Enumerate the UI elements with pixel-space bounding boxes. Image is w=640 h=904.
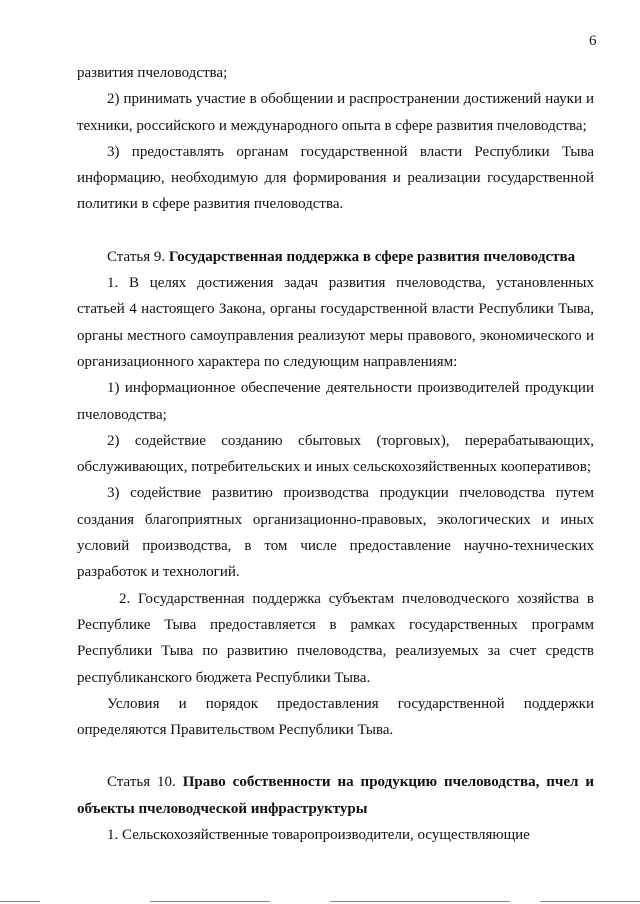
article-9-title: Государственная поддержка в сфере развития пчеловодства (168, 248, 576, 265)
scan-edge-artifact (0, 899, 640, 902)
article-9-item-1: 1) информационное обеспечение деятельности производителей продукции пчеловодства; (77, 380, 594, 423)
article-10-title: Право собственности на продукцию пчеловодства, пчел и объекты пчеловодческой инфраструктуры (77, 774, 595, 817)
article-9-clause-1: 1. В целях достижения задач развития пчеловодства, установленных статьей 4 настоящего Закона, органы государственной власти Республики Тыва, органы местного самоуправления реализуют меры правового, экономического и организационного характера по следующим направлениям: (77, 275, 594, 370)
section-gap (77, 218, 594, 244)
document-body (77, 60, 594, 848)
article-10-prefix: Статья 10. (107, 774, 176, 791)
article-9-clause-2-conditions: Условия и порядок предоставления государственной поддержки определяются Правительством Республики Тыва. (77, 695, 594, 739)
list-item-2: 2) принимать участие в обобщении и распространении достижений науки и техники, российского и международного опыта в сфере развития пчеловодства; (77, 91, 594, 134)
article-9-item-3: 3) содействие развитию производства продукции пчеловодства путем создания благоприятных организационно-правовых, экологических и иных условий производства, в том числе предоставление научно-технических разработок и технологий. (77, 485, 594, 581)
article-10-heading (77, 769, 594, 822)
article-9-prefix: Статья 9. (107, 248, 166, 265)
article-10-clause-1: 1. Сельскохозяйственные товаропроизводители, осуществляющие (107, 827, 530, 844)
section-gap (77, 743, 594, 769)
article-9-heading (77, 244, 594, 270)
article-9-clause-2: 2. Государственная поддержка субъектам пчеловодческого хозяйства в Республике Тыва предоставляется в рамках государственных программ Республики Тыва по развитию пчеловодства, реализуемых за счет средств республиканского бюджета Республики Тыва. (77, 590, 594, 686)
list-item-3: 3) предоставлять органам государственной власти Республики Тыва информацию, необходимую для формирования и реализации государственной политики в сфере развития пчеловодства. (77, 143, 594, 213)
page-number: 6 (589, 33, 597, 49)
article-9-item-2: 2) содействие созданию сбытовых (торговых), перерабатывающих, обслуживающих, потребительских и иных сельскохозяйственных кооперативов; (77, 432, 594, 476)
paragraph-continuation: развития пчеловодства; (77, 65, 228, 81)
